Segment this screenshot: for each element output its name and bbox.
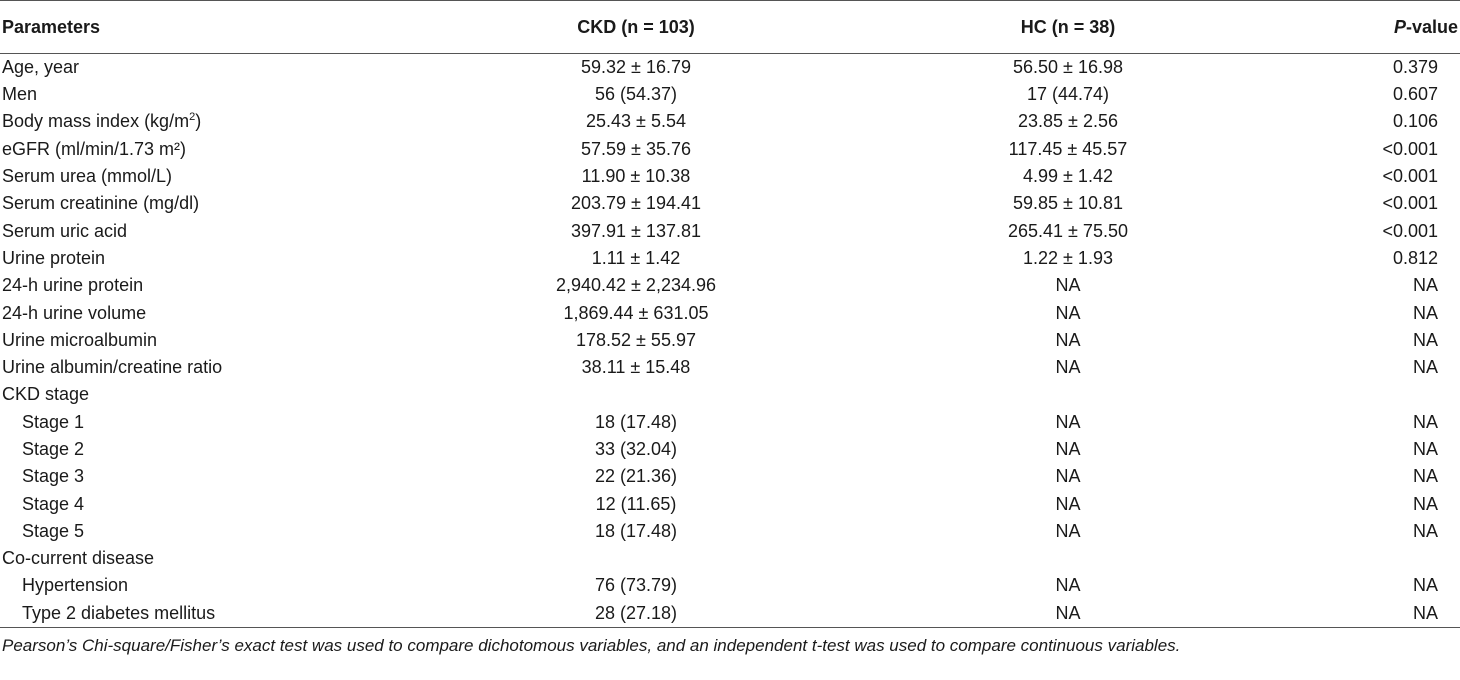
- row-p: NA: [1412, 439, 1438, 459]
- row-ckd: [420, 381, 852, 408]
- table-row: [0, 54, 1460, 82]
- row-param: Stage 5: [22, 520, 85, 541]
- row-ckd: 28 (27.18): [420, 600, 852, 628]
- row-hc: NA: [1055, 575, 1081, 596]
- section-label: Co-current disease: [2, 548, 155, 569]
- row-param: Serum uric acid: [2, 220, 128, 241]
- row-p: NA: [1412, 275, 1438, 296]
- row-hc: NA: [1055, 493, 1081, 514]
- row-ckd: [420, 545, 852, 572]
- section-label: CKD stage: [2, 384, 90, 405]
- row-hc: NA: [1055, 439, 1081, 459]
- row-hc: 4.99 ± 1.42: [1023, 166, 1113, 187]
- row-ckd: 397.91 ± 137.81: [571, 220, 701, 241]
- row-param: Stage 1: [22, 411, 85, 432]
- row-hc: NA: [1055, 302, 1081, 323]
- header-parameters: Parameters: [0, 1, 420, 54]
- row-ckd: 25.43 ± 5.54: [586, 111, 686, 132]
- row-param: Type 2 diabetes mellitus: [0, 600, 420, 628]
- row-p: NA: [1412, 466, 1438, 487]
- row-p: [1284, 545, 1460, 572]
- row-ckd: 2,940.42 ± 2,234.96: [555, 275, 716, 296]
- row-param: Hypertension: [22, 575, 129, 596]
- row-hc: NA: [1055, 520, 1081, 541]
- table-row: [0, 518, 1460, 545]
- row-ckd: 76 (73.79): [594, 575, 678, 596]
- row-hc: 23.85 ± 2.56: [1018, 111, 1118, 132]
- row-ckd: 38.11 ± 15.48: [581, 357, 691, 378]
- row-hc: NA: [1055, 357, 1081, 378]
- header-p-value: [1284, 1, 1460, 54]
- table-row: [0, 190, 1460, 217]
- row-param: Urine protein: [2, 247, 106, 268]
- row-p: 0.106: [1392, 111, 1438, 132]
- row-param: 24-h urine protein: [2, 275, 144, 296]
- row-param: Urine albumin/creatine ratio: [2, 357, 223, 378]
- row-p: <0.001: [1382, 220, 1438, 241]
- table-section-row: [0, 381, 1460, 408]
- row-p: 0.379: [1392, 57, 1438, 77]
- row-param: eGFR (ml/min/1.73 m²): [2, 138, 187, 159]
- row-param: Age, year: [2, 57, 80, 77]
- table-row: [0, 136, 1460, 163]
- row-p: NA: [1284, 600, 1460, 628]
- row-hc: 265.41 ± 75.50: [1008, 220, 1128, 241]
- row-param: [0, 108, 420, 135]
- table-section-row: [0, 545, 1460, 572]
- row-hc: 56.50 ± 16.98: [1013, 57, 1123, 77]
- row-ckd: 12 (11.65): [595, 493, 677, 514]
- row-p: NA: [1412, 575, 1438, 596]
- table-row: [0, 327, 1460, 354]
- table-header-row: [0, 1, 1460, 54]
- row-hc: NA: [1055, 411, 1081, 432]
- row-ckd: 1.11 ± 1.42: [591, 247, 681, 268]
- row-ckd: 203.79 ± 194.41: [571, 193, 701, 214]
- row-hc: 59.85 ± 10.81: [1013, 193, 1123, 214]
- row-ckd: 56 (54.37): [594, 84, 678, 105]
- row-param: Urine microalbumin: [2, 329, 158, 350]
- table-row: [0, 299, 1460, 326]
- row-hc: 17 (44.74): [1026, 84, 1110, 105]
- row-param: Stage 3: [22, 466, 85, 487]
- row-hc: NA: [852, 600, 1284, 628]
- table-row: [0, 217, 1460, 244]
- header-p-rest: -value: [1405, 16, 1458, 37]
- header-p-italic: P: [1393, 16, 1406, 37]
- row-hc: NA: [1055, 329, 1081, 350]
- row-ckd: 57.59 ± 35.76: [581, 138, 691, 159]
- table-row: [0, 354, 1460, 381]
- row-param: 24-h urine volume: [2, 302, 147, 323]
- row-hc: 1.22 ± 1.93: [1023, 247, 1113, 268]
- table-row: [0, 81, 1460, 108]
- table-footnote: Pearson’s Chi-square/Fisher’s exact test was used to compare dichotomous variables, and an independent t-test was used to compare continuous variables.: [2, 635, 1181, 655]
- table-row: [0, 572, 1460, 599]
- row-param: Serum creatinine (mg/dl): [2, 193, 200, 214]
- row-hc: NA: [1055, 466, 1081, 487]
- row-ckd: 22 (21.36): [594, 466, 678, 487]
- row-param: Stage 4: [22, 493, 85, 514]
- row-p: [1284, 381, 1460, 408]
- row-ckd: 1,869.44 ± 631.05: [563, 302, 709, 323]
- row-param: Serum urea (mmol/L): [2, 166, 173, 187]
- row-p: <0.001: [1382, 193, 1438, 214]
- row-param-pre: Body mass index (kg/m: [2, 111, 190, 132]
- row-p: NA: [1412, 302, 1438, 323]
- row-param: Stage 2: [22, 439, 85, 459]
- row-ckd: 178.52 ± 55.97: [576, 329, 696, 350]
- table-row: [0, 600, 1460, 628]
- row-ckd: 18 (17.48): [594, 411, 678, 432]
- row-p: 0.812: [1392, 247, 1438, 268]
- table-row: [0, 436, 1460, 463]
- table-row: [0, 490, 1460, 517]
- row-hc: [852, 381, 1284, 408]
- row-p: NA: [1412, 411, 1438, 432]
- header-ckd: CKD (n = 103): [420, 1, 852, 54]
- row-p: NA: [1412, 520, 1438, 541]
- row-param: Men: [2, 84, 38, 105]
- row-hc: 117.45 ± 45.57: [1008, 138, 1128, 159]
- row-hc: NA: [1055, 275, 1081, 296]
- table-row: [0, 463, 1460, 490]
- header-hc: HC (n = 38): [852, 1, 1284, 54]
- table-row: [0, 245, 1460, 272]
- row-p: NA: [1412, 493, 1438, 514]
- table-row: [0, 163, 1460, 190]
- table-row: [0, 409, 1460, 436]
- row-ckd: 59.32 ± 16.79: [581, 57, 691, 77]
- row-p: NA: [1412, 329, 1438, 350]
- row-ckd: 18 (17.48): [594, 520, 678, 541]
- row-p: 0.607: [1392, 84, 1438, 105]
- row-ckd: 33 (32.04): [594, 439, 678, 459]
- table-row: [0, 272, 1460, 299]
- table-row: [0, 108, 1460, 135]
- row-param-post: ): [195, 111, 202, 132]
- row-p: <0.001: [1382, 166, 1438, 187]
- row-p: <0.001: [1382, 138, 1438, 159]
- row-param-sup: 2: [189, 111, 196, 124]
- row-ckd: 11.90 ± 10.38: [581, 166, 691, 187]
- row-hc: [852, 545, 1284, 572]
- row-p: NA: [1412, 357, 1438, 378]
